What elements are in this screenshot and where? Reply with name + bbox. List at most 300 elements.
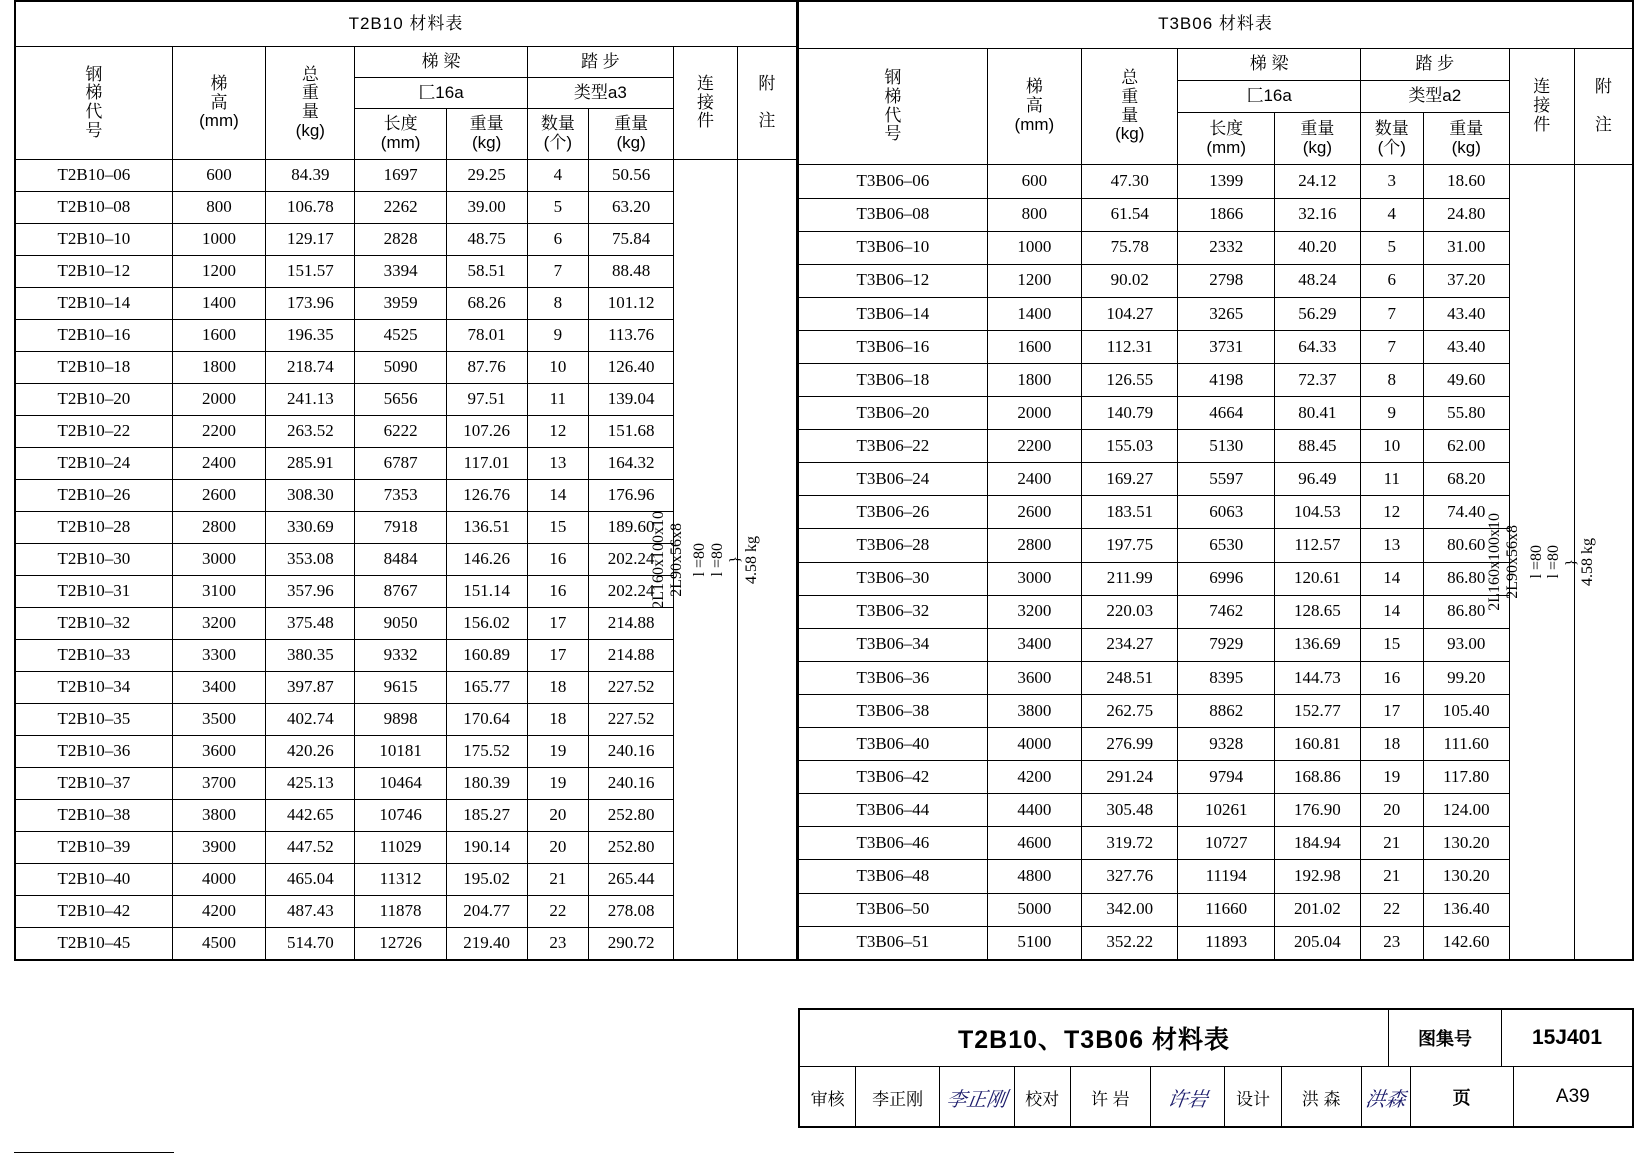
cell-height: 1800 [987, 364, 1081, 397]
cell-total-weight: 327.76 [1082, 860, 1178, 893]
cell-beam-length: 3959 [355, 288, 446, 320]
cell-step-count: 12 [527, 416, 589, 448]
cell-code: T2B10–22 [15, 416, 172, 448]
cell-total-weight: 319.72 [1082, 827, 1178, 860]
cell-step-count: 23 [1360, 926, 1423, 960]
connector-length-2: l =80 [709, 542, 727, 577]
cell-total-weight: 305.48 [1082, 794, 1178, 827]
cell-height: 3400 [172, 672, 265, 704]
cell-step-count: 16 [1360, 661, 1423, 694]
header-step-group-left: 踏 步 [527, 47, 674, 78]
table-row [799, 728, 1634, 761]
cell-beam-weight: 107.26 [446, 416, 527, 448]
cell-total-weight: 151.57 [266, 256, 355, 288]
header-step-weight-right: 重量 (kg) [1423, 112, 1509, 165]
cell-total-weight: 173.96 [266, 288, 355, 320]
cell-beam-weight: 136.51 [446, 512, 527, 544]
connector-cell-left [650, 160, 761, 961]
connector-angle-2: 2L90x56x8 [667, 522, 685, 597]
cell-total-weight: 234.27 [1082, 628, 1178, 661]
cell-code: T2B10–28 [15, 512, 172, 544]
cell-beam-weight: 128.65 [1274, 595, 1360, 628]
cell-height: 5100 [987, 926, 1081, 960]
cell-beam-length: 2332 [1178, 231, 1274, 264]
table-row [799, 926, 1634, 960]
cell-height: 3200 [172, 608, 265, 640]
cell-total-weight: 425.13 [266, 768, 355, 800]
review-signature: 李正刚 [940, 1067, 1015, 1127]
cell-total-weight: 465.04 [266, 864, 355, 896]
cell-beam-length: 11194 [1178, 860, 1274, 893]
cell-beam-weight: 136.69 [1274, 628, 1360, 661]
cell-step-weight: 101.12 [589, 288, 674, 320]
cell-height: 1600 [987, 330, 1081, 363]
cell-step-weight: 62.00 [1423, 430, 1509, 463]
title-block-bottom-row [800, 1067, 1632, 1127]
cell-beam-length: 4525 [355, 320, 446, 352]
table-row [799, 165, 1634, 198]
cell-step-count: 14 [527, 480, 589, 512]
cell-beam-weight: 120.61 [1274, 562, 1360, 595]
material-table-t3b06 [798, 0, 1634, 961]
cell-beam-weight: 126.76 [446, 480, 527, 512]
cell-step-count: 5 [527, 192, 589, 224]
cell-beam-weight: 156.02 [446, 608, 527, 640]
cell-total-weight: 169.27 [1082, 463, 1178, 496]
table-row [799, 794, 1634, 827]
cell-beam-length: 11312 [355, 864, 446, 896]
cell-code: T3B06–24 [799, 463, 988, 496]
table-row [799, 694, 1634, 727]
cell-beam-length: 9898 [355, 704, 446, 736]
cell-total-weight: 375.48 [266, 608, 355, 640]
atlas-number-label: 图集号 [1389, 1010, 1502, 1066]
cell-beam-length: 10181 [355, 736, 446, 768]
cell-step-weight: 99.20 [1423, 661, 1509, 694]
cell-code: T2B10–18 [15, 352, 172, 384]
cell-step-weight: 50.56 [589, 160, 674, 192]
cell-beam-length: 9794 [1178, 761, 1274, 794]
cell-height: 3000 [172, 544, 265, 576]
cell-code: T3B06–06 [799, 165, 988, 198]
cell-beam-length: 7929 [1178, 628, 1274, 661]
cell-beam-weight: 144.73 [1274, 661, 1360, 694]
cell-step-weight: 55.80 [1423, 397, 1509, 430]
cell-height: 3600 [987, 661, 1081, 694]
cell-step-count: 15 [1360, 628, 1423, 661]
cell-beam-weight: 58.51 [446, 256, 527, 288]
cell-beam-weight: 29.25 [446, 160, 527, 192]
cell-step-count: 8 [1360, 364, 1423, 397]
table-row [799, 893, 1634, 926]
drawing-sheet [14, 0, 1634, 1169]
cell-height: 3100 [172, 576, 265, 608]
cell-beam-length: 4664 [1178, 397, 1274, 430]
cell-code: T2B10–31 [15, 576, 172, 608]
cell-code: T2B10–24 [15, 448, 172, 480]
check-name: 许 岩 [1071, 1067, 1151, 1127]
cell-code: T3B06–46 [799, 827, 988, 860]
cell-beam-length: 10727 [1178, 827, 1274, 860]
cell-step-weight: 290.72 [589, 928, 674, 961]
table-row [799, 397, 1634, 430]
cell-step-count: 20 [527, 800, 589, 832]
cell-total-weight: 353.08 [266, 544, 355, 576]
table-row [799, 364, 1634, 397]
cell-total-weight: 218.74 [266, 352, 355, 384]
cell-beam-weight: 40.20 [1274, 231, 1360, 264]
cell-code: T3B06–10 [799, 231, 988, 264]
cell-code: T3B06–08 [799, 198, 988, 231]
cell-beam-weight: 168.86 [1274, 761, 1360, 794]
cell-code: T3B06–40 [799, 728, 988, 761]
cell-total-weight: 196.35 [266, 320, 355, 352]
cell-beam-weight: 88.45 [1274, 430, 1360, 463]
cell-step-count: 3 [1360, 165, 1423, 198]
cell-code: T2B10–16 [15, 320, 172, 352]
cell-beam-weight: 56.29 [1274, 297, 1360, 330]
cell-beam-length: 2262 [355, 192, 446, 224]
cell-step-count: 12 [1360, 496, 1423, 529]
cell-total-weight: 155.03 [1082, 430, 1178, 463]
cell-step-count: 16 [527, 544, 589, 576]
cell-step-weight: 202.24 [589, 576, 674, 608]
cell-beam-length: 5597 [1178, 463, 1274, 496]
cell-step-weight: 130.20 [1423, 860, 1509, 893]
cell-beam-length: 9050 [355, 608, 446, 640]
cell-step-count: 21 [1360, 860, 1423, 893]
connector-brace: } [726, 555, 743, 564]
cell-beam-length: 10464 [355, 768, 446, 800]
atlas-number-value: 15J401 [1531, 1026, 1603, 1049]
cell-step-count: 16 [527, 576, 589, 608]
cell-code: T3B06–42 [799, 761, 988, 794]
cell-height: 3600 [172, 736, 265, 768]
cell-height: 4200 [987, 761, 1081, 794]
cell-step-count: 13 [1360, 529, 1423, 562]
cell-step-weight: 202.24 [589, 544, 674, 576]
cell-step-weight: 80.60 [1423, 529, 1509, 562]
cell-beam-weight: 39.00 [446, 192, 527, 224]
cell-step-weight: 74.40 [1423, 496, 1509, 529]
cell-step-weight: 111.60 [1423, 728, 1509, 761]
cell-height: 3300 [172, 640, 265, 672]
cell-step-weight: 68.20 [1423, 463, 1509, 496]
cell-step-count: 20 [527, 832, 589, 864]
cell-step-weight: 86.80 [1423, 562, 1509, 595]
cell-height: 4500 [172, 928, 265, 961]
cell-total-weight: 183.51 [1082, 496, 1178, 529]
cell-step-count: 17 [1360, 694, 1423, 727]
cell-step-weight: 93.00 [1423, 628, 1509, 661]
cell-step-count: 19 [527, 768, 589, 800]
cell-step-weight: 18.60 [1423, 165, 1509, 198]
cell-beam-weight: 146.26 [446, 544, 527, 576]
cell-height: 1600 [172, 320, 265, 352]
cell-code: T3B06–34 [799, 628, 988, 661]
cell-code: T3B06–30 [799, 562, 988, 595]
header-step-count-right: 数量 (个) [1360, 112, 1423, 165]
cell-step-count: 15 [527, 512, 589, 544]
header-code-left: 钢 梯 代 号 [15, 47, 172, 160]
cell-beam-length: 3394 [355, 256, 446, 288]
cell-beam-length: 6530 [1178, 529, 1274, 562]
cell-code: T2B10–42 [15, 896, 172, 928]
cell-beam-weight: 176.90 [1274, 794, 1360, 827]
header-connector-right: 连 接 件 [1509, 48, 1574, 165]
table-row [799, 198, 1634, 231]
cell-step-count: 14 [1360, 595, 1423, 628]
cell-code: T2B10–39 [15, 832, 172, 864]
table-row [799, 430, 1634, 463]
cell-total-weight: 285.91 [266, 448, 355, 480]
cell-beam-weight: 96.49 [1274, 463, 1360, 496]
cell-height: 3500 [172, 704, 265, 736]
cell-beam-length: 9615 [355, 672, 446, 704]
cell-total-weight: 211.99 [1082, 562, 1178, 595]
header-beam-group-right: 梯 梁 [1178, 48, 1360, 80]
cell-step-weight: 24.80 [1423, 198, 1509, 231]
cell-step-count: 8 [527, 288, 589, 320]
cell-total-weight: 220.03 [1082, 595, 1178, 628]
cell-beam-length: 11893 [1178, 926, 1274, 960]
cell-step-weight: 43.40 [1423, 297, 1509, 330]
drawing-title: T2B10、T3B06 材料表 [800, 1010, 1389, 1066]
cell-beam-length: 8862 [1178, 694, 1274, 727]
cell-total-weight: 263.52 [266, 416, 355, 448]
table-row [799, 264, 1634, 297]
connector-weight: 4.58 kg [743, 535, 761, 584]
cell-step-weight: 214.88 [589, 640, 674, 672]
cell-step-weight: 252.80 [589, 800, 674, 832]
cell-step-weight: 88.48 [589, 256, 674, 288]
cell-height: 1800 [172, 352, 265, 384]
connector-angle-1: 2L160x100x10 [650, 510, 668, 609]
cell-beam-weight: 64.33 [1274, 330, 1360, 363]
cell-code: T2B10–37 [15, 768, 172, 800]
cell-code: T3B06–20 [799, 397, 988, 430]
cell-code: T2B10–20 [15, 384, 172, 416]
table-row [799, 231, 1634, 264]
cell-beam-weight: 160.89 [446, 640, 527, 672]
cell-code: T3B06–51 [799, 926, 988, 960]
cell-code: T2B10–33 [15, 640, 172, 672]
cell-step-weight: 49.60 [1423, 364, 1509, 397]
cell-total-weight: 352.22 [1082, 926, 1178, 960]
cell-total-weight: 291.24 [1082, 761, 1178, 794]
cell-height: 2800 [172, 512, 265, 544]
cell-total-weight: 397.87 [266, 672, 355, 704]
cell-beam-length: 8395 [1178, 661, 1274, 694]
cell-beam-length: 5090 [355, 352, 446, 384]
header-height-left: 梯 高 (mm) [172, 47, 265, 160]
header-step-weight-left: 重量 (kg) [589, 109, 674, 160]
cell-beam-weight: 112.57 [1274, 529, 1360, 562]
cell-beam-weight: 192.98 [1274, 860, 1360, 893]
cell-step-weight: 75.84 [589, 224, 674, 256]
cell-beam-length: 5130 [1178, 430, 1274, 463]
cell-step-count: 13 [527, 448, 589, 480]
title-block-top-row [800, 1010, 1632, 1067]
cell-total-weight: 402.74 [266, 704, 355, 736]
title-block [798, 1008, 1634, 1128]
cell-beam-weight: 97.51 [446, 384, 527, 416]
cell-code: T3B06–14 [799, 297, 988, 330]
cell-step-weight: 86.80 [1423, 595, 1509, 628]
cell-beam-length: 3731 [1178, 330, 1274, 363]
cell-height: 800 [172, 192, 265, 224]
table-row [799, 860, 1634, 893]
cell-step-weight: 105.40 [1423, 694, 1509, 727]
cell-beam-weight: 78.01 [446, 320, 527, 352]
cell-beam-weight: 151.14 [446, 576, 527, 608]
table-row [799, 761, 1634, 794]
cell-step-count: 11 [527, 384, 589, 416]
cell-step-weight: 31.00 [1423, 231, 1509, 264]
cell-beam-weight: 32.16 [1274, 198, 1360, 231]
cell-beam-length: 7353 [355, 480, 446, 512]
cell-height: 3400 [987, 628, 1081, 661]
cell-step-count: 18 [1360, 728, 1423, 761]
cell-step-count: 19 [1360, 761, 1423, 794]
cell-beam-weight: 201.02 [1274, 893, 1360, 926]
sheet-edge-mark [14, 1152, 174, 1153]
page-label: 页 [1411, 1067, 1514, 1127]
table-row [799, 297, 1634, 330]
connector-length-2: l =80 [1545, 545, 1563, 579]
cell-height: 4800 [987, 860, 1081, 893]
cell-height: 1400 [987, 297, 1081, 330]
cell-height: 3200 [987, 595, 1081, 628]
table-row [15, 160, 797, 192]
cell-step-weight: 252.80 [589, 832, 674, 864]
cell-step-weight: 43.40 [1423, 330, 1509, 363]
cell-code: T2B10–38 [15, 800, 172, 832]
cell-code: T3B06–28 [799, 529, 988, 562]
cell-height: 600 [172, 160, 265, 192]
cell-beam-weight: 48.24 [1274, 264, 1360, 297]
cell-step-weight: 164.32 [589, 448, 674, 480]
table-title-left: T2B10 材料表 [15, 1, 797, 47]
cell-height: 2000 [172, 384, 265, 416]
cell-code: T2B10–10 [15, 224, 172, 256]
header-beam-length-right: 长度 (mm) [1178, 112, 1274, 165]
tables-row [14, 0, 1634, 961]
cell-step-count: 22 [1360, 893, 1423, 926]
cell-code: T3B06–50 [799, 893, 988, 926]
cell-step-count: 21 [1360, 827, 1423, 860]
cell-total-weight: 75.78 [1082, 231, 1178, 264]
cell-total-weight: 276.99 [1082, 728, 1178, 761]
cell-height: 1200 [987, 264, 1081, 297]
cell-beam-weight: 170.64 [446, 704, 527, 736]
cell-height: 3900 [172, 832, 265, 864]
cell-step-count: 10 [527, 352, 589, 384]
page-value: A39 [1555, 1086, 1590, 1107]
table-row [799, 827, 1634, 860]
cell-total-weight: 380.35 [266, 640, 355, 672]
cell-code: T3B06–32 [799, 595, 988, 628]
cell-step-count: 18 [527, 704, 589, 736]
header-beam-length-left: 长度 (mm) [355, 109, 446, 160]
header-step-type-left: 类型a3 [527, 78, 674, 109]
cell-code: T3B06–48 [799, 860, 988, 893]
cell-step-count: 17 [527, 640, 589, 672]
cell-code: T3B06–16 [799, 330, 988, 363]
table-row [799, 463, 1634, 496]
cell-beam-length: 1399 [1178, 165, 1274, 198]
cell-total-weight: 330.69 [266, 512, 355, 544]
cell-beam-length: 5656 [355, 384, 446, 416]
material-table-t2b10 [14, 0, 798, 961]
cell-beam-weight: 48.75 [446, 224, 527, 256]
cell-step-count: 6 [527, 224, 589, 256]
cell-step-count: 20 [1360, 794, 1423, 827]
cell-step-weight: 240.16 [589, 768, 674, 800]
header-beam-spec-left: 匚16a [355, 78, 527, 109]
header-beam-spec-right: 匚16a [1178, 80, 1360, 112]
cell-height: 4400 [987, 794, 1081, 827]
cell-height: 1200 [172, 256, 265, 288]
cell-beam-length: 9328 [1178, 728, 1274, 761]
cell-height: 3700 [172, 768, 265, 800]
header-step-group-right: 踏 步 [1360, 48, 1509, 80]
cell-total-weight: 84.39 [266, 160, 355, 192]
cell-code: T3B06–44 [799, 794, 988, 827]
cell-total-weight: 308.30 [266, 480, 355, 512]
cell-beam-length: 11029 [355, 832, 446, 864]
connector-angle-2: 2L90x56x8 [1504, 525, 1522, 600]
cell-step-weight: 278.08 [589, 896, 674, 928]
cell-total-weight: 241.13 [266, 384, 355, 416]
header-height-right: 梯 高 (mm) [987, 48, 1081, 165]
cell-total-weight: 47.30 [1082, 165, 1178, 198]
cell-beam-length: 7462 [1178, 595, 1274, 628]
cell-height: 4200 [172, 896, 265, 928]
header-step-type-right: 类型a2 [1360, 80, 1509, 112]
cell-total-weight: 106.78 [266, 192, 355, 224]
cell-total-weight: 342.00 [1082, 893, 1178, 926]
cell-beam-length: 8767 [355, 576, 446, 608]
cell-height: 1400 [172, 288, 265, 320]
cell-code: T2B10–26 [15, 480, 172, 512]
cell-beam-weight: 185.27 [446, 800, 527, 832]
cell-beam-length: 6222 [355, 416, 446, 448]
cell-beam-weight: 204.77 [446, 896, 527, 928]
header-code-right: 钢 梯 代 号 [799, 48, 988, 165]
cell-step-weight: 117.80 [1423, 761, 1509, 794]
cell-code: T2B10–40 [15, 864, 172, 896]
cell-height: 2000 [987, 397, 1081, 430]
cell-step-count: 7 [527, 256, 589, 288]
cell-beam-length: 6063 [1178, 496, 1274, 529]
cell-beam-length: 2828 [355, 224, 446, 256]
cell-code: T2B10–45 [15, 928, 172, 961]
check-label: 校对 [1015, 1067, 1071, 1127]
cell-beam-weight: 68.26 [446, 288, 527, 320]
review-name: 李正刚 [856, 1067, 940, 1127]
cell-height: 4000 [987, 728, 1081, 761]
cell-code: T3B06–38 [799, 694, 988, 727]
cell-beam-length: 6787 [355, 448, 446, 480]
cell-step-count: 19 [527, 736, 589, 768]
cell-height: 800 [987, 198, 1081, 231]
cell-code: T3B06–26 [799, 496, 988, 529]
table-row [799, 661, 1634, 694]
cell-height: 2800 [987, 529, 1081, 562]
cell-step-weight: 136.40 [1423, 893, 1509, 926]
cell-total-weight: 357.96 [266, 576, 355, 608]
